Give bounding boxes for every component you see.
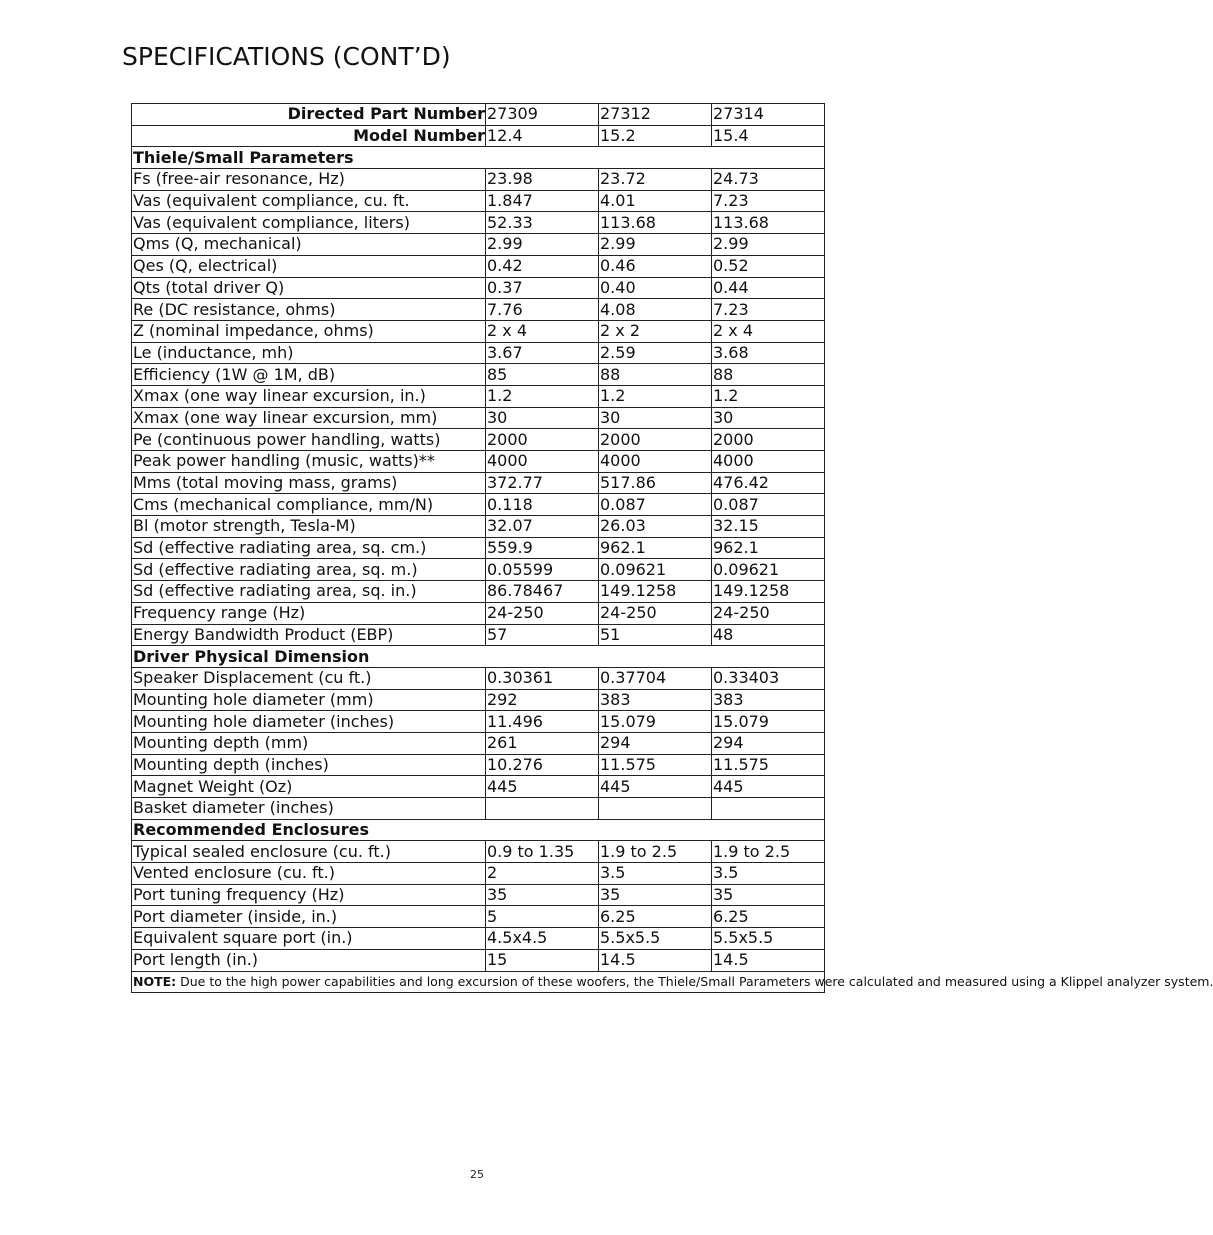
parameter-value: 445	[486, 776, 599, 798]
parameter-value: 294	[599, 732, 712, 754]
table-row	[132, 472, 825, 494]
parameter-label: Mounting depth (mm)	[132, 732, 486, 754]
table-row	[132, 863, 825, 885]
parameter-label: Equivalent square port (in.)	[132, 928, 486, 950]
parameter-value: 57	[486, 624, 599, 646]
parameter-value: 2.99	[486, 234, 599, 256]
parameter-value: 0.52	[712, 255, 825, 277]
parameter-value: 3.68	[712, 342, 825, 364]
parameter-label: Sd (effective radiating area, sq. in.)	[132, 581, 486, 603]
section-header-row	[132, 646, 825, 668]
page-number: 25	[470, 1168, 484, 1181]
parameter-value: 2 x 2	[599, 320, 712, 342]
parameter-value: 0.33403	[712, 667, 825, 689]
table-row	[132, 754, 825, 776]
parameter-value: 445	[712, 776, 825, 798]
parameter-label: Mounting hole diameter (inches)	[132, 711, 486, 733]
parameter-value: 1.2	[486, 385, 599, 407]
parameter-value: 0.05599	[486, 559, 599, 581]
parameter-label: Mounting depth (inches)	[132, 754, 486, 776]
parameter-value: 2000	[599, 429, 712, 451]
section-header-row	[132, 819, 825, 841]
parameter-value	[599, 798, 712, 820]
parameter-label: Port length (in.)	[132, 949, 486, 971]
parameter-value: 24-250	[712, 602, 825, 624]
parameter-label: Z (nominal impedance, ohms)	[132, 320, 486, 342]
parameter-label: Qms (Q, mechanical)	[132, 234, 486, 256]
parameter-value: 0.118	[486, 494, 599, 516]
parameter-value: 3.5	[599, 863, 712, 885]
parameter-value: 559.9	[486, 537, 599, 559]
parameter-value: 149.1258	[712, 581, 825, 603]
table-row	[132, 602, 825, 624]
parameter-value: 14.5	[712, 949, 825, 971]
parameter-value: 0.37	[486, 277, 599, 299]
parameter-value: 517.86	[599, 472, 712, 494]
table-row	[132, 906, 825, 928]
parameter-value: 0.9 to 1.35	[486, 841, 599, 863]
parameter-value: 5.5x5.5	[599, 928, 712, 950]
section-title: Driver Physical Dimension	[132, 646, 825, 668]
parameter-label: Port diameter (inside, in.)	[132, 906, 486, 928]
parameter-value: 4.01	[599, 190, 712, 212]
parameter-value: 0.37704	[599, 667, 712, 689]
parameter-label: Bl (motor strength, Tesla-M)	[132, 516, 486, 538]
parameter-value: 0.46	[599, 255, 712, 277]
parameter-value: 6.25	[599, 906, 712, 928]
parameter-value	[486, 798, 599, 820]
parameter-label: Sd (effective radiating area, sq. cm.)	[132, 537, 486, 559]
header-label: Directed Part Number	[132, 104, 486, 126]
parameter-value: 4000	[599, 451, 712, 473]
parameter-label: Vented enclosure (cu. ft.)	[132, 863, 486, 885]
header-value: 15.2	[599, 125, 712, 147]
parameter-value: 4.08	[599, 299, 712, 321]
parameter-value: 24-250	[599, 602, 712, 624]
parameter-value: 1.9 to 2.5	[712, 841, 825, 863]
table-row	[132, 320, 825, 342]
table-row	[132, 624, 825, 646]
parameter-value: 3.5	[712, 863, 825, 885]
parameter-value: 113.68	[712, 212, 825, 234]
parameter-value: 1.2	[712, 385, 825, 407]
parameter-label: Qts (total driver Q)	[132, 277, 486, 299]
parameter-value: 88	[599, 364, 712, 386]
parameter-label: Qes (Q, electrical)	[132, 255, 486, 277]
table-row	[132, 299, 825, 321]
parameter-value: 261	[486, 732, 599, 754]
section-header-row	[132, 147, 825, 169]
parameter-label: Magnet Weight (Oz)	[132, 776, 486, 798]
parameter-value: 7.23	[712, 299, 825, 321]
table-row	[132, 234, 825, 256]
table-row	[132, 385, 825, 407]
specifications-table	[131, 103, 1213, 993]
header-row	[132, 125, 825, 147]
parameter-value: 15	[486, 949, 599, 971]
parameter-value: 1.847	[486, 190, 599, 212]
table-row	[132, 451, 825, 473]
table-row	[132, 949, 825, 971]
parameter-value: 383	[599, 689, 712, 711]
parameter-value: 24-250	[486, 602, 599, 624]
table-row	[132, 190, 825, 212]
parameter-value: 7.23	[712, 190, 825, 212]
table-row	[132, 928, 825, 950]
table-row	[132, 581, 825, 603]
table-row	[132, 429, 825, 451]
parameter-value: 48	[712, 624, 825, 646]
parameter-value: 5	[486, 906, 599, 928]
parameter-label: Port tuning frequency (Hz)	[132, 884, 486, 906]
parameter-value: 294	[712, 732, 825, 754]
table-row	[132, 884, 825, 906]
parameter-value: 15.079	[599, 711, 712, 733]
parameter-value: 86.78467	[486, 581, 599, 603]
parameter-value: 149.1258	[599, 581, 712, 603]
parameter-value: 0.30361	[486, 667, 599, 689]
table-row	[132, 277, 825, 299]
parameter-value: 6.25	[712, 906, 825, 928]
parameter-value: 24.73	[712, 169, 825, 191]
parameter-label: Xmax (one way linear excursion, mm)	[132, 407, 486, 429]
parameter-value: 30	[599, 407, 712, 429]
parameter-value: 962.1	[712, 537, 825, 559]
parameter-value: 4000	[486, 451, 599, 473]
parameter-value	[712, 798, 825, 820]
parameter-label: Peak power handling (music, watts)**	[132, 451, 486, 473]
parameter-label: Basket diameter (inches)	[132, 798, 486, 820]
parameter-label: Vas (equivalent compliance, liters)	[132, 212, 486, 234]
header-value: 12.4	[486, 125, 599, 147]
note-label: NOTE:	[133, 973, 177, 989]
parameter-value: 11.575	[712, 754, 825, 776]
parameter-value: 383	[712, 689, 825, 711]
parameter-value: 962.1	[599, 537, 712, 559]
table-row	[132, 689, 825, 711]
parameter-value: 23.98	[486, 169, 599, 191]
header-row	[132, 104, 825, 126]
table-row	[132, 798, 825, 820]
table-row	[132, 516, 825, 538]
parameter-value: 7.76	[486, 299, 599, 321]
parameter-value: 15.079	[712, 711, 825, 733]
parameter-value: 5.5x5.5	[712, 928, 825, 950]
parameter-value: 3.67	[486, 342, 599, 364]
parameter-value: 2.99	[599, 234, 712, 256]
parameter-value: 11.496	[486, 711, 599, 733]
note-text: Due to the high power capabilities and long excursion of these woofers, the Thiele/Small Parameters were calculated and measured using a Klippel analyzer system.	[176, 973, 1213, 989]
parameter-value: 2000	[486, 429, 599, 451]
parameter-value: 0.09621	[712, 559, 825, 581]
parameter-value: 23.72	[599, 169, 712, 191]
parameter-label: Frequency range (Hz)	[132, 602, 486, 624]
header-value: 27309	[486, 104, 599, 126]
header-value: 27314	[712, 104, 825, 126]
parameter-label: Cms (mechanical compliance, mm/N)	[132, 494, 486, 516]
parameter-value: 0.087	[599, 494, 712, 516]
table-row	[132, 212, 825, 234]
parameter-label: Efficiency (1W @ 1M, dB)	[132, 364, 486, 386]
parameter-value: 85	[486, 364, 599, 386]
parameter-label: Energy Bandwidth Product (EBP)	[132, 624, 486, 646]
parameter-value: 32.07	[486, 516, 599, 538]
table-row	[132, 537, 825, 559]
parameter-label: Xmax (one way linear excursion, in.)	[132, 385, 486, 407]
parameter-value: 372.77	[486, 472, 599, 494]
parameter-value: 88	[712, 364, 825, 386]
parameter-label: Mounting hole diameter (mm)	[132, 689, 486, 711]
table-row	[132, 494, 825, 516]
parameter-label: Mms (total moving mass, grams)	[132, 472, 486, 494]
header-value: 15.4	[712, 125, 825, 147]
parameter-label: Vas (equivalent compliance, cu. ft.	[132, 190, 486, 212]
parameter-label: Pe (continuous power handling, watts)	[132, 429, 486, 451]
parameter-label: Le (inductance, mh)	[132, 342, 486, 364]
specifications-table-body	[132, 104, 1213, 993]
header-label: Model Number	[132, 125, 486, 147]
parameter-value: 2 x 4	[712, 320, 825, 342]
table-row	[132, 667, 825, 689]
table-row	[132, 342, 825, 364]
table-row	[132, 255, 825, 277]
parameter-value: 0.40	[599, 277, 712, 299]
parameter-value: 2 x 4	[486, 320, 599, 342]
parameter-value: 35	[486, 884, 599, 906]
parameter-value: 0.42	[486, 255, 599, 277]
table-row	[132, 407, 825, 429]
parameter-label: Speaker Displacement (cu ft.)	[132, 667, 486, 689]
parameter-value: 1.2	[599, 385, 712, 407]
parameter-value: 1.9 to 2.5	[599, 841, 712, 863]
table-row	[132, 776, 825, 798]
parameter-value: 2	[486, 863, 599, 885]
table-row	[132, 559, 825, 581]
parameter-value: 292	[486, 689, 599, 711]
parameter-value: 476.42	[712, 472, 825, 494]
parameter-value: 14.5	[599, 949, 712, 971]
parameter-value: 35	[599, 884, 712, 906]
parameter-value: 0.087	[712, 494, 825, 516]
note-cell	[132, 971, 1213, 993]
parameter-value: 4.5x4.5	[486, 928, 599, 950]
parameter-value: 52.33	[486, 212, 599, 234]
table-row	[132, 711, 825, 733]
parameter-value: 30	[712, 407, 825, 429]
parameter-value: 10.276	[486, 754, 599, 776]
parameter-label: Fs (free-air resonance, Hz)	[132, 169, 486, 191]
table-row	[132, 364, 825, 386]
section-title: Recommended Enclosures	[132, 819, 825, 841]
parameter-label: Sd (effective radiating area, sq. m.)	[132, 559, 486, 581]
parameter-value: 26.03	[599, 516, 712, 538]
specifications-table-container	[131, 103, 1213, 993]
page-title: SPECIFICATIONS (CONT’D)	[122, 42, 451, 71]
parameter-value: 445	[599, 776, 712, 798]
parameter-value: 2.99	[712, 234, 825, 256]
note-row	[132, 971, 825, 993]
table-row	[132, 841, 825, 863]
parameter-value: 4000	[712, 451, 825, 473]
section-title: Thiele/Small Parameters	[132, 147, 825, 169]
table-row	[132, 169, 825, 191]
header-value: 27312	[599, 104, 712, 126]
parameter-value: 0.44	[712, 277, 825, 299]
parameter-label: Re (DC resistance, ohms)	[132, 299, 486, 321]
parameter-value: 2000	[712, 429, 825, 451]
parameter-value: 35	[712, 884, 825, 906]
parameter-value: 0.09621	[599, 559, 712, 581]
table-row	[132, 732, 825, 754]
parameter-value: 11.575	[599, 754, 712, 776]
parameter-label: Typical sealed enclosure (cu. ft.)	[132, 841, 486, 863]
parameter-value: 30	[486, 407, 599, 429]
parameter-value: 51	[599, 624, 712, 646]
parameter-value: 113.68	[599, 212, 712, 234]
parameter-value: 32.15	[712, 516, 825, 538]
parameter-value: 2.59	[599, 342, 712, 364]
